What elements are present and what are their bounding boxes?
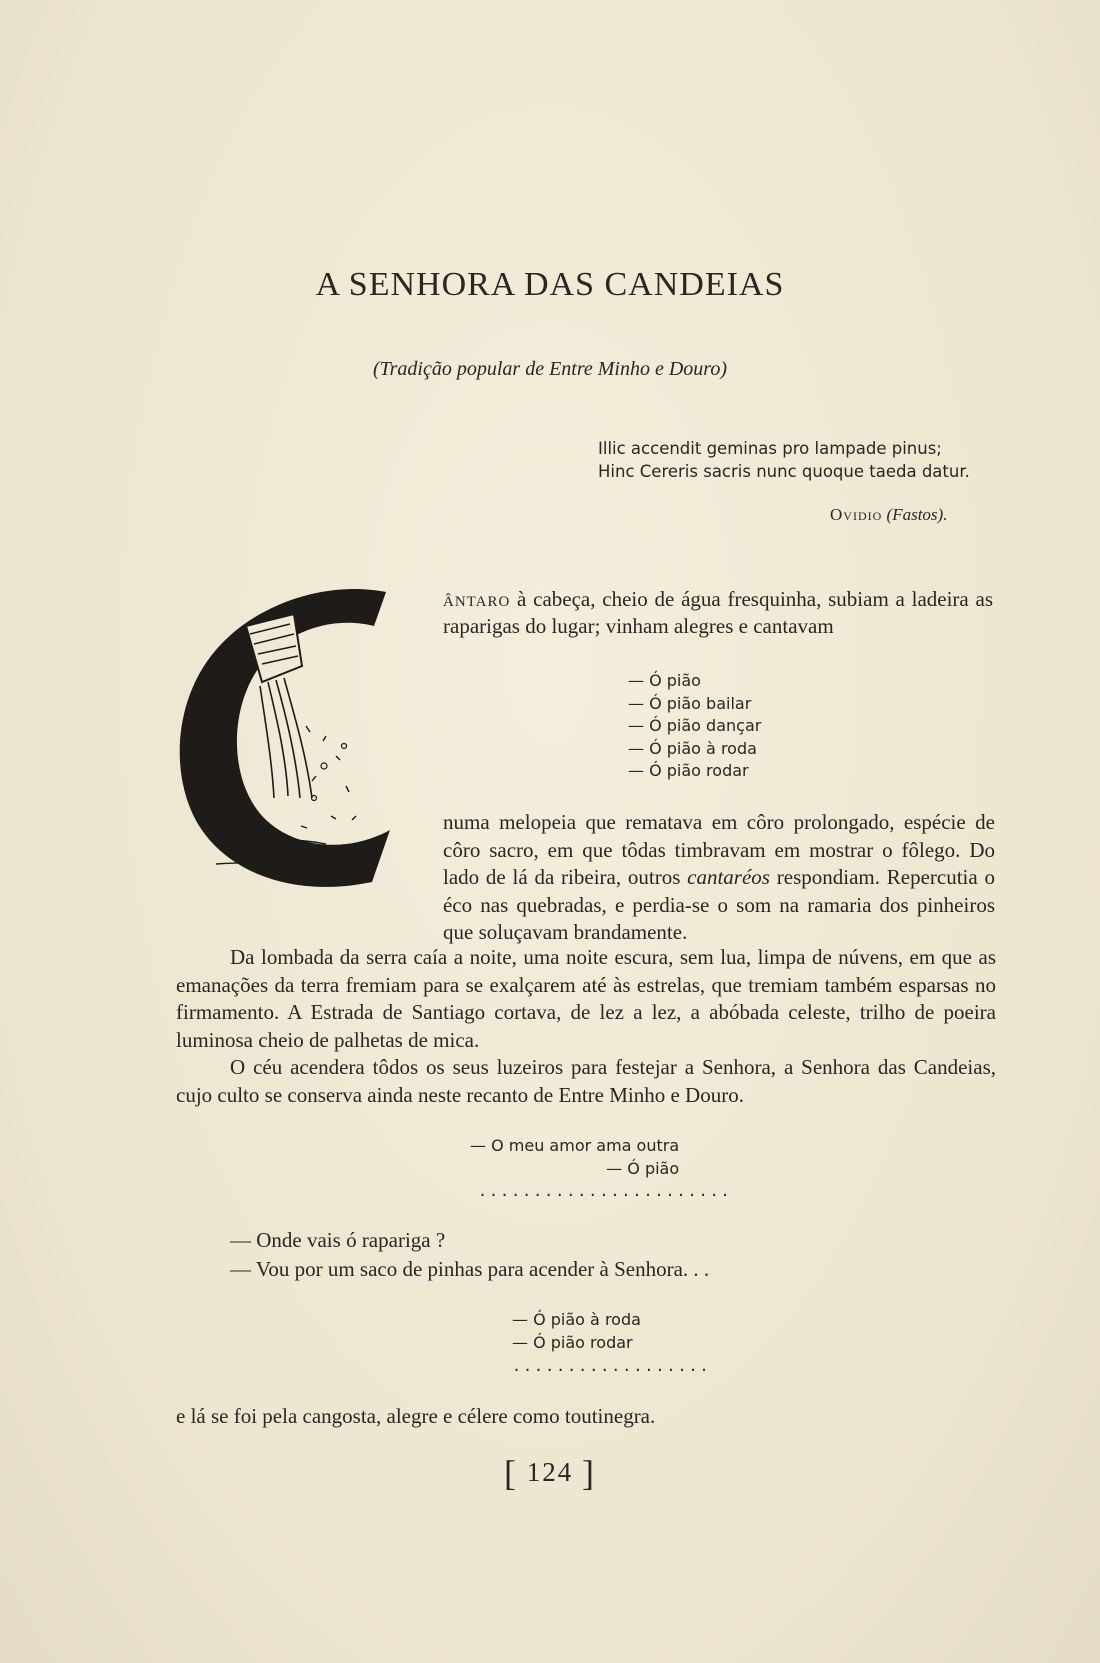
verse-block-1 bbox=[628, 670, 761, 783]
dropcap-illustration bbox=[176, 586, 416, 896]
page-number bbox=[0, 1452, 1100, 1494]
verse-block-3 bbox=[512, 1309, 641, 1354]
droplet-icon bbox=[312, 796, 317, 801]
opening-smallcaps: ântaro bbox=[443, 587, 511, 611]
verse-line: — Ó pião bbox=[606, 1158, 680, 1178]
verse-line: — Ó pião bailar bbox=[628, 693, 752, 713]
bracket-right: ] bbox=[582, 1453, 596, 1493]
verse-block-2 bbox=[470, 1135, 679, 1180]
verse-line: — Ó pião dançar bbox=[628, 716, 762, 735]
droplet-icon bbox=[321, 763, 327, 769]
ellipsis-row: .................. bbox=[512, 1357, 711, 1375]
droplet-icon bbox=[342, 744, 347, 749]
verse-line: — Ó pião à roda bbox=[512, 1310, 641, 1329]
epigraph-attribution bbox=[830, 505, 1030, 525]
epigraph bbox=[598, 437, 998, 483]
water-stream-icon bbox=[260, 678, 312, 798]
verse-line: — Ó pião rodar bbox=[628, 761, 749, 780]
paragraph-4: O céu acendera tôdos os seus luzeiros para festejar a Senhora, a Senhora das Candeias, cujo culto se conserva ainda neste recanto de Entre Minho e Douro. bbox=[176, 1055, 996, 1107]
opening-paragraph bbox=[443, 586, 993, 640]
paragraph-2-after: respondiam. Repercutia o éco nas quebradas, e perdia-se o som na ramaria dos pinheiros que soluçavam brandamente. bbox=[443, 865, 995, 944]
verse-line: — Ó pião rodar bbox=[512, 1332, 633, 1352]
dialog-block bbox=[230, 1226, 1010, 1284]
paragraph-3: Da lombada da serra caía a noite, uma noite escura, sem lua, limpa de núvens, em que as emanações da terra fremiam para se exalçarem até às estrelas, que tremiam também esparsas no firmamento. A Estrada de Santiago cortava, de lez a lez, a abóbada celeste, trilho de poeira luminosa cheio de palhetas de mica. bbox=[176, 945, 996, 1052]
epigraph-line: Hinc Cereris sacris nunc quoque taeda datur. bbox=[598, 462, 970, 481]
verse-line: — Ó pião bbox=[628, 671, 701, 690]
ellipsis-row: ....................... bbox=[478, 1182, 732, 1200]
epigraph-line: Illic accendit geminas pro lampade pinus; bbox=[598, 439, 942, 458]
closing-line: e lá se foi pela cangosta, alegre e célere como toutinegra. bbox=[176, 1404, 656, 1428]
epigraph-source: (Fastos). bbox=[886, 505, 948, 524]
bracket-left: [ bbox=[504, 1453, 518, 1493]
subtitle: (Tradição popular de Entre Minho e Douro) bbox=[372, 358, 728, 380]
body-text bbox=[176, 944, 996, 1110]
verse-line: — Ó pião à roda bbox=[628, 738, 757, 758]
paragraph-2-italic: cantaréos bbox=[687, 865, 770, 889]
page-title: A SENHORA DAS CANDEIAS bbox=[315, 266, 785, 303]
opening-text: à cabeça, cheio de água fresquinha, subiam a ladeira as raparigas do lugar; vinham alegres e cantavam bbox=[443, 587, 993, 638]
page-number-value: 124 bbox=[526, 1457, 574, 1487]
dialog-line: — Onde vais ó rapariga ? bbox=[230, 1228, 446, 1252]
epigraph-author: Ovidio bbox=[830, 505, 883, 524]
dialog-line: — Vou por um saco de pinhas para acender à Senhora. . . bbox=[230, 1257, 710, 1281]
paragraph-2 bbox=[443, 809, 995, 947]
verse-line: — O meu amor ama outra bbox=[470, 1136, 680, 1155]
paragraph-2-before: numa melopeia que rematava em côro prolongado, espécie de côro sacro, em que tôdas timbravam em mostrar o fôlego. Do lado de lá da ribeira, outros bbox=[443, 810, 995, 889]
